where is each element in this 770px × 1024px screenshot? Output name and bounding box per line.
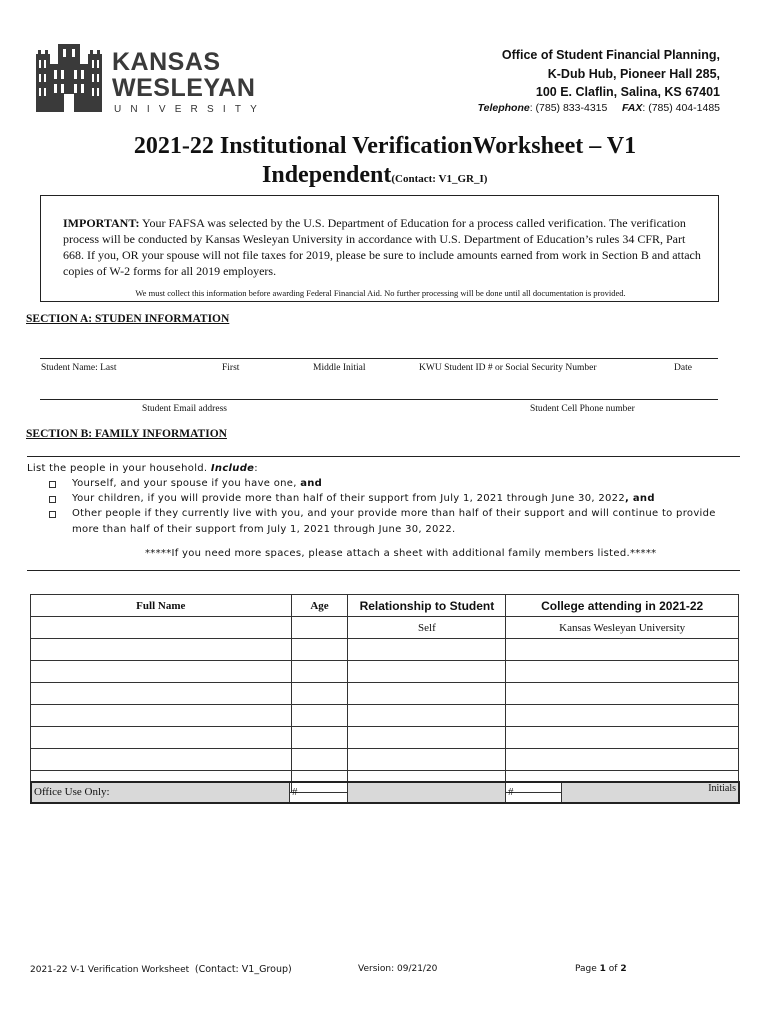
- office-use-hash-1: #: [290, 783, 348, 802]
- section-b-heading: SECTION B: FAMILY INFORMATION: [26, 428, 227, 440]
- table-row: [31, 727, 739, 749]
- logo-line-wesleyan: WESLEYAN: [112, 74, 256, 102]
- header-relationship: Relationship to Student: [348, 595, 506, 617]
- household-item-other-b: more than half of their support from July 1, 2021 through June 30, 2022.: [72, 524, 456, 535]
- table-header-row: [31, 595, 739, 617]
- label-student-id: KWU Student ID # or Social Security Number: [419, 363, 597, 373]
- checkbox-yourself[interactable]: [49, 481, 56, 488]
- table-row: [31, 683, 739, 705]
- cell-college[interactable]: [506, 705, 739, 727]
- table-row: [31, 661, 739, 683]
- office-use-row: [30, 781, 740, 804]
- logo-line-university: UNIVERSITY: [114, 104, 267, 115]
- worksheet-subtitle: [262, 162, 487, 189]
- table-row: [31, 705, 739, 727]
- building-icon: [36, 44, 102, 112]
- family-table: [30, 594, 739, 793]
- cell-age[interactable]: [291, 705, 348, 727]
- cell-college[interactable]: [506, 639, 739, 661]
- cell-age[interactable]: [291, 617, 348, 639]
- label-cell-phone: Student Cell Phone number: [530, 404, 635, 414]
- student-contact-line[interactable]: [40, 399, 718, 400]
- cell-college[interactable]: [506, 727, 739, 749]
- label-email: Student Email address: [142, 404, 227, 414]
- section-a-heading: SECTION A: STUDEN INFORMATION: [26, 313, 230, 325]
- important-notice-box: [40, 195, 719, 302]
- telephone-number: : (785) 833-4315: [529, 102, 608, 114]
- office-use-initials: Initials: [562, 783, 738, 802]
- student-name-line[interactable]: [40, 358, 718, 359]
- collect-note: We must collect this information before awarding Federal Financial Aid. No further processing will be done until all documentation is provided.: [135, 288, 626, 298]
- cell-relationship[interactable]: [348, 661, 506, 683]
- cell-relationship[interactable]: [348, 705, 506, 727]
- footer-page-number: Page 1 of 2: [575, 964, 627, 974]
- cell-age[interactable]: [291, 639, 348, 661]
- cell-full-name[interactable]: [31, 683, 292, 705]
- office-address: 100 E. Claflin, Salina, KS 67401: [535, 85, 720, 99]
- office-name: Office of Student Financial Planning,: [501, 48, 720, 62]
- cell-college: Kansas Wesleyan University: [506, 617, 739, 639]
- header-age: Age: [291, 595, 348, 617]
- household-item-other-a: Other people if they currently live with you, and your provide more than half of their support and will continue to provide: [72, 508, 716, 519]
- office-contact: [478, 102, 720, 114]
- cell-full-name[interactable]: [31, 727, 292, 749]
- cell-age[interactable]: [291, 727, 348, 749]
- important-body: Your FAFSA was selected by the U.S. Department of Education for a process called verification. The verification process will be conducted by Kansas Wesleyan University in accordance with U.S. Department of Education’s rules 34 CFR, Part 668. If you, OR your spouse will not file taxes for 2019, please be sure to include amounts earned from work in Section B and attach copies of W-2 forms for all 2019 employers.: [63, 216, 701, 278]
- household-item-children: Your children, if you will provide more than half of their support from July 1, 2021 through June 30, 2022, and: [72, 493, 655, 504]
- footer-version: Version: 09/21/20: [358, 964, 438, 974]
- cell-age[interactable]: [291, 749, 348, 771]
- checkbox-children[interactable]: [49, 496, 56, 503]
- spaces-note: *****If you need more spaces, please attach a sheet with additional family members listed.*****: [145, 548, 657, 559]
- important-notice-text: [63, 215, 703, 279]
- office-use-hash-2: #: [506, 783, 562, 802]
- household-intro: List the people in your household. Include:: [27, 463, 258, 474]
- header-college: College attending in 2021-22: [506, 595, 739, 617]
- cell-relationship[interactable]: [348, 683, 506, 705]
- telephone-label: Telephone: [477, 102, 530, 114]
- table-row: [31, 617, 739, 639]
- label-last-name: Student Name: Last: [41, 363, 117, 373]
- subtitle-contact: (Contact: V1_GR_I): [391, 173, 488, 185]
- cell-age[interactable]: [291, 661, 348, 683]
- label-date: Date: [674, 363, 692, 373]
- office-use-label: Office Use Only:: [32, 783, 290, 802]
- office-use-field-1[interactable]: [348, 783, 506, 802]
- cell-relationship[interactable]: [348, 749, 506, 771]
- cell-college[interactable]: [506, 661, 739, 683]
- cell-age[interactable]: [291, 683, 348, 705]
- label-middle-initial: Middle Initial: [313, 363, 366, 373]
- cell-relationship[interactable]: [348, 639, 506, 661]
- header-full-name: Full Name: [31, 595, 292, 617]
- subtitle-text: Independent: [262, 162, 392, 188]
- cell-full-name[interactable]: [31, 749, 292, 771]
- cell-full-name[interactable]: [31, 617, 292, 639]
- fax-label: FAX: [621, 102, 643, 114]
- checkbox-other-people[interactable]: [49, 511, 56, 518]
- cell-college[interactable]: [506, 683, 739, 705]
- kwu-logo: [36, 44, 267, 115]
- table-row: [31, 749, 739, 771]
- cell-relationship: Self: [348, 617, 506, 639]
- cell-relationship[interactable]: [348, 727, 506, 749]
- household-instructions-box: [27, 456, 740, 571]
- fax-number: : (785) 404-1485: [642, 102, 720, 114]
- label-first-name: First: [222, 363, 240, 373]
- office-location: K-Dub Hub, Pioneer Hall 285,: [547, 67, 720, 81]
- cell-full-name[interactable]: [31, 661, 292, 683]
- worksheet-title: 2021-22 Institutional VerificationWorksheet – V1: [133, 133, 637, 159]
- footer-contact: (Contact: V1_Group): [194, 964, 292, 975]
- table-row: [31, 639, 739, 661]
- cell-full-name[interactable]: [31, 639, 292, 661]
- footer-worksheet-name: 2021-22 V-1 Verification Worksheet (Contact: V1_Group): [30, 964, 292, 975]
- cell-college[interactable]: [506, 749, 739, 771]
- logo-line-kansas: KANSAS: [112, 48, 221, 76]
- cell-full-name[interactable]: [31, 705, 292, 727]
- household-item-yourself: Yourself, and your spouse if you have one, and: [72, 478, 323, 489]
- important-label: IMPORTANT:: [63, 216, 140, 230]
